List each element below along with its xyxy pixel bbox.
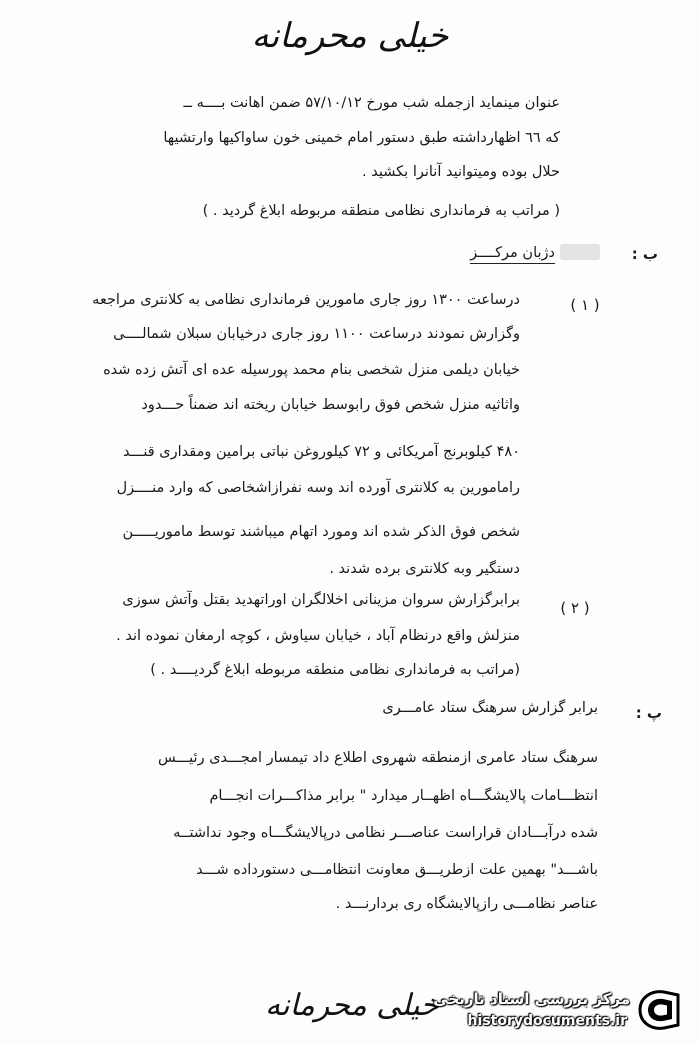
item-1-number: ( ۱ )	[570, 296, 600, 314]
item-1-line-6: رامامورین به کلانتری آورده اند وسه نفرازاشخاصی که وارد منــــزل	[116, 480, 520, 496]
section-p-heading: برابر گزارش سرهنگ ستاد عامـــری	[382, 700, 598, 716]
item-1-line-2: وگزارش نمودند درساعت ۱۱۰۰ روز جاری درخیابان سبلان شمالــــی	[113, 326, 520, 342]
item-1-line-7: شخص فوق الذکر شده اند ومورد اتهام میباشند توسط ماموریـــــن	[122, 524, 520, 540]
item-1-line-3: خیابان دیلمی منزل شخصی بنام محمد پورسیله عده ای آتش زده شده	[103, 362, 520, 378]
section-p-line-3: شده درآبـــادان قراراست عناصـــر نظامی درپالایشگـــاه وجود نداشتــه	[173, 825, 598, 841]
section-a-line-1: عنوان مینماید ازجمله شب مورخ ۵۷/۱۰/۱۲ ضمن اهانت بــــه ــ	[183, 95, 560, 111]
watermark-org-name: مرکز بررسی اسناد تاریخی	[433, 990, 630, 1008]
watermark-logo-icon	[634, 987, 686, 1033]
section-a-note: ( مراتب به فرمانداری نظامی منطقه مربوطه ابلاغ گردید . )	[202, 203, 560, 219]
classification-header: خیلی محرمانه	[251, 16, 449, 56]
section-p-line-1: سرهنگ ستاد عامری ازمنطقه شهروی اطلاع داد تیمسار امجـــدی رئیـــس	[157, 750, 598, 766]
section-b-heading	[425, 243, 555, 263]
section-b-heading-text: دژبان مرکــــز	[470, 245, 555, 264]
item-2-line-2: منزلش واقع درنظام آباد ، خیابان سیاوش ، کوچه ارمغان نموده اند .	[116, 628, 520, 644]
classification-footer: خیلی محرمانه	[265, 988, 439, 1023]
section-p-line-5: عناصر نظامـــی رازپالایشگاه ری بردارنـــد .	[335, 896, 598, 912]
watermark-website: historydocuments.ir	[467, 1013, 627, 1029]
ink-smudge	[560, 244, 600, 260]
item-2-line-1: برابرگزارش سروان مزینانی اخلالگران اوراتهدید بقتل وآتش سوزی	[122, 592, 520, 608]
item-2-note: (مراتب به فرمانداری نظامی منطقه مربوطه ابلاغ گردیــــد . )	[150, 662, 520, 678]
item-1-line-4: واثاثیه منزل شخص فوق رابوسط خیابان ریخته اند ضمناً حـــدود	[141, 397, 520, 413]
section-a-line-2: که ٦٦ اظهارداشته طبق دستور امام خمینی خون ساواکیها وارتشیها	[163, 130, 560, 146]
item-1-line-8: دستگیر وبه کلانتری برده شدند .	[329, 561, 520, 577]
item-2-number: ( ۲ )	[560, 599, 590, 617]
section-b-marker: ب :	[631, 245, 658, 263]
item-1-line-1: درساعت ۱۳۰۰ روز جاری مامورین فرمانداری نظامی به کلانتری مراجعه	[92, 292, 520, 308]
item-1-line-5: ۴۸۰ کیلوبرنج آمریکائی و ۷۲ کیلوروغن نباتی برامین ومقداری قنـــد	[123, 444, 520, 460]
section-a-line-3: حلال بوده ومیتوانید آنانرا بکشید .	[362, 164, 560, 180]
section-p-line-2: انتظـــامات پالایشگـــاه اظهــار میدارد " برابر مذاکـــرات انجـــام	[209, 788, 598, 804]
section-p-line-4: باشـــد" بهمین علت ازطریـــق معاونت انتظامـــی دستورداده شـــد	[196, 862, 598, 878]
section-p-marker: پ :	[635, 704, 662, 722]
